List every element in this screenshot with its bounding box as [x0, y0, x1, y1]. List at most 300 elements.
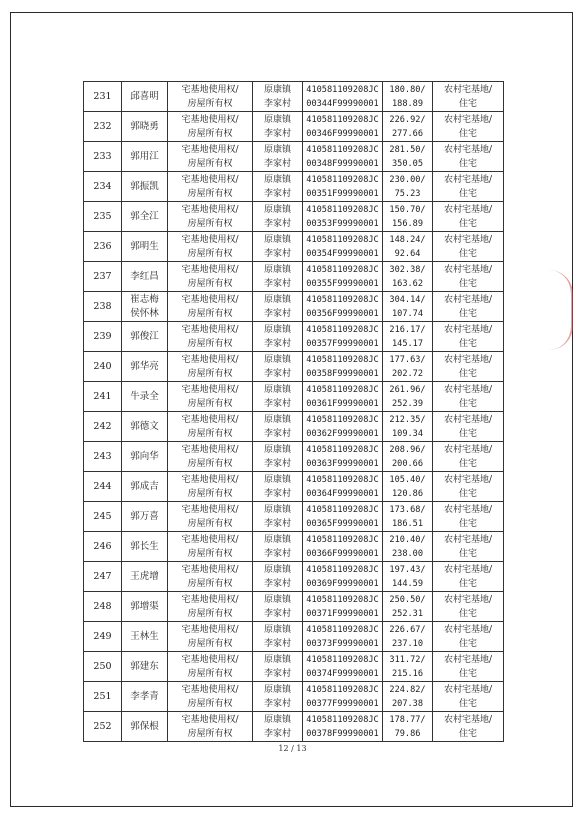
area-cell: [383, 382, 433, 412]
owner-name-cell: [122, 292, 168, 322]
table-row: [84, 322, 504, 352]
unit-code-line: 410581109208JC: [306, 714, 379, 725]
right-type-cell: [168, 142, 253, 172]
usage-line: 农村宅基地/: [443, 714, 493, 725]
usage-cell: [433, 652, 504, 682]
owner-name-line: 李孝青: [130, 690, 159, 702]
unit-code-line: 00357F99990001: [306, 338, 379, 349]
usage-cell: [433, 712, 504, 742]
usage-cell: [433, 412, 504, 442]
area-line: 145.17: [391, 338, 424, 349]
usage-line: 农村宅基地/: [443, 414, 493, 425]
right-type-line: 房屋所有权: [187, 368, 233, 379]
right-type-line: 房屋所有权: [187, 248, 233, 259]
table-row: [84, 292, 504, 322]
owner-name-line: 郭长生: [130, 540, 159, 552]
area-line: 281.50/: [389, 144, 426, 155]
location-line: 原康镇: [263, 204, 291, 215]
location-line: 原康镇: [263, 264, 291, 275]
location-cell: [253, 382, 303, 412]
location-line: 李家村: [263, 608, 291, 619]
location-line: 李家村: [263, 548, 291, 559]
right-type-cell: [168, 352, 253, 382]
right-type-line: 宅基地使用权/: [181, 234, 239, 245]
usage-line: 住宅: [458, 488, 477, 499]
unit-code-line: 00371F99990001: [306, 608, 379, 619]
unit-code-line: 410581109208JC: [306, 594, 379, 605]
owner-name-cell: [122, 142, 168, 172]
right-type-line: 房屋所有权: [187, 188, 233, 199]
location-cell: [253, 682, 303, 712]
unit-code-cell: [303, 202, 383, 232]
unit-code-cell: [303, 622, 383, 652]
unit-code-cell: [303, 652, 383, 682]
area-cell: [383, 442, 433, 472]
usage-line: 住宅: [458, 668, 477, 679]
owner-name-line: 郭增渠: [130, 600, 159, 612]
row-number-cell: 242: [84, 412, 122, 442]
area-cell: [383, 172, 433, 202]
right-type-line: 房屋所有权: [187, 218, 233, 229]
area-line: 150.70/: [389, 204, 426, 215]
owner-name-line: 郭用江: [130, 150, 159, 162]
location-line: 原康镇: [263, 564, 291, 575]
usage-cell: [433, 472, 504, 502]
unit-code-line: 00374F99990001: [306, 668, 379, 679]
unit-code-cell: [303, 112, 383, 142]
usage-line: 住宅: [458, 428, 477, 439]
area-cell: [383, 682, 433, 712]
area-line: 311.72/: [389, 654, 426, 665]
unit-code-line: 00353F99990001: [306, 218, 379, 229]
table-row: [84, 712, 504, 742]
unit-code-line: 00366F99990001: [306, 548, 379, 559]
right-type-cell: [168, 442, 253, 472]
area-line: 105.40/: [389, 474, 426, 485]
area-line: 302.38/: [389, 264, 426, 275]
usage-line: 农村宅基地/: [443, 594, 493, 605]
row-number-cell: 233: [84, 142, 122, 172]
usage-line: 农村宅基地/: [443, 444, 493, 455]
area-cell: [383, 532, 433, 562]
unit-code-cell: [303, 172, 383, 202]
table-row: [84, 682, 504, 712]
row-number-cell: 245: [84, 502, 122, 532]
owner-name-cell: [122, 592, 168, 622]
owner-name-line: 郭振凯: [130, 180, 159, 192]
table-row: [84, 592, 504, 622]
area-cell: [383, 232, 433, 262]
location-line: 李家村: [263, 338, 291, 349]
unit-code-line: 00362F99990001: [306, 428, 379, 439]
location-line: 原康镇: [263, 654, 291, 665]
area-line: 177.63/: [389, 354, 426, 365]
location-cell: [253, 82, 303, 112]
row-number-cell: 249: [84, 622, 122, 652]
right-type-cell: [168, 592, 253, 622]
right-type-line: 宅基地使用权/: [181, 384, 239, 395]
usage-line: 住宅: [458, 518, 477, 529]
usage-line: 住宅: [458, 608, 477, 619]
area-cell: [383, 562, 433, 592]
usage-line: 农村宅基地/: [443, 324, 493, 335]
unit-code-line: 00377F99990001: [306, 698, 379, 709]
right-type-line: 房屋所有权: [187, 698, 233, 709]
unit-code-cell: [303, 712, 383, 742]
location-cell: [253, 262, 303, 292]
location-line: 原康镇: [263, 354, 291, 365]
unit-code-line: 00365F99990001: [306, 518, 379, 529]
area-line: 173.68/: [389, 504, 426, 515]
records-table: [83, 81, 504, 742]
usage-line: 农村宅基地/: [443, 504, 493, 515]
area-line: 226.67/: [389, 624, 426, 635]
owner-name-line: 崔志梅: [130, 293, 159, 305]
right-type-line: 房屋所有权: [187, 488, 233, 499]
usage-line: 住宅: [458, 188, 477, 199]
location-line: 原康镇: [263, 294, 291, 305]
right-type-cell: [168, 622, 253, 652]
area-line: 224.82/: [389, 684, 426, 695]
table-row: [84, 562, 504, 592]
row-number-cell: 248: [84, 592, 122, 622]
area-cell: [383, 292, 433, 322]
unit-code-line: 410581109208JC: [306, 654, 379, 665]
table-row: [84, 472, 504, 502]
owner-name-line: 郭俊江: [130, 330, 159, 342]
right-type-cell: [168, 712, 253, 742]
area-cell: [383, 262, 433, 292]
owner-name-line: 郭成吉: [130, 480, 159, 492]
owner-name-cell: [122, 682, 168, 712]
area-line: 120.86: [391, 488, 424, 499]
row-number-cell: 236: [84, 232, 122, 262]
location-line: 原康镇: [263, 384, 291, 395]
area-cell: [383, 592, 433, 622]
area-line: 188.89: [391, 98, 424, 109]
owner-name-cell: [122, 652, 168, 682]
right-type-line: 宅基地使用权/: [181, 684, 239, 695]
area-line: 163.62: [391, 278, 424, 289]
right-type-cell: [168, 292, 253, 322]
usage-line: 住宅: [458, 128, 477, 139]
area-line: 178.77/: [389, 714, 426, 725]
unit-code-line: 410581109208JC: [306, 384, 379, 395]
unit-code-line: 00354F99990001: [306, 248, 379, 259]
right-type-line: 宅基地使用权/: [181, 204, 239, 215]
location-cell: [253, 472, 303, 502]
unit-code-line: 410581109208JC: [306, 234, 379, 245]
location-line: 李家村: [263, 368, 291, 379]
row-number-cell: 250: [84, 652, 122, 682]
row-number-cell: 240: [84, 352, 122, 382]
area-line: 144.59: [391, 578, 424, 589]
unit-code-line: 410581109208JC: [306, 444, 379, 455]
right-type-line: 房屋所有权: [187, 458, 233, 469]
area-cell: [383, 202, 433, 232]
usage-line: 住宅: [458, 458, 477, 469]
usage-cell: [433, 202, 504, 232]
right-type-line: 房屋所有权: [187, 728, 233, 739]
area-line: 148.24/: [389, 234, 426, 245]
usage-line: 住宅: [458, 728, 477, 739]
usage-cell: [433, 532, 504, 562]
usage-line: 住宅: [458, 248, 477, 259]
unit-code-line: 410581109208JC: [306, 564, 379, 575]
right-type-line: 房屋所有权: [187, 128, 233, 139]
table-row: [84, 412, 504, 442]
usage-cell: [433, 382, 504, 412]
table-row: [84, 202, 504, 232]
right-type-line: 房屋所有权: [187, 278, 233, 289]
right-type-line: 宅基地使用权/: [181, 114, 239, 125]
unit-code-line: 410581109208JC: [306, 114, 379, 125]
usage-line: 住宅: [458, 698, 477, 709]
location-line: 李家村: [263, 398, 291, 409]
usage-cell: [433, 322, 504, 352]
usage-cell: [433, 82, 504, 112]
right-type-line: 宅基地使用权/: [181, 414, 239, 425]
location-cell: [253, 652, 303, 682]
usage-line: 农村宅基地/: [443, 564, 493, 575]
usage-line: 农村宅基地/: [443, 84, 493, 95]
location-cell: [253, 562, 303, 592]
location-line: 李家村: [263, 98, 291, 109]
unit-code-cell: [303, 82, 383, 112]
usage-line: 住宅: [458, 338, 477, 349]
usage-line: 住宅: [458, 578, 477, 589]
row-number-cell: 231: [84, 82, 122, 112]
right-type-line: 房屋所有权: [187, 518, 233, 529]
area-cell: [383, 712, 433, 742]
right-type-line: 房屋所有权: [187, 638, 233, 649]
unit-code-cell: [303, 472, 383, 502]
area-cell: [383, 112, 433, 142]
owner-name-line: 郭万喜: [130, 510, 159, 522]
table-row: [84, 262, 504, 292]
unit-code-cell: [303, 382, 383, 412]
red-seal-edge: [549, 270, 573, 350]
row-number-cell: 251: [84, 682, 122, 712]
owner-name-cell: [122, 172, 168, 202]
table-row: [84, 652, 504, 682]
area-line: 186.51: [391, 518, 424, 529]
right-type-line: 宅基地使用权/: [181, 534, 239, 545]
location-cell: [253, 622, 303, 652]
location-line: 李家村: [263, 578, 291, 589]
right-type-line: 宅基地使用权/: [181, 294, 239, 305]
owner-name-cell: [122, 322, 168, 352]
unit-code-cell: [303, 142, 383, 172]
location-cell: [253, 352, 303, 382]
owner-name-cell: [122, 712, 168, 742]
owner-name-cell: [122, 382, 168, 412]
location-line: 原康镇: [263, 324, 291, 335]
right-type-line: 宅基地使用权/: [181, 144, 239, 155]
area-cell: [383, 652, 433, 682]
location-cell: [253, 412, 303, 442]
location-line: 原康镇: [263, 414, 291, 425]
owner-name-cell: [122, 412, 168, 442]
location-line: 李家村: [263, 218, 291, 229]
right-type-cell: [168, 322, 253, 352]
unit-code-line: 00356F99990001: [306, 308, 379, 319]
table-row: [84, 112, 504, 142]
usage-cell: [433, 262, 504, 292]
owner-name-line: 郭保根: [130, 720, 159, 732]
right-type-line: 房屋所有权: [187, 578, 233, 589]
right-type-line: 宅基地使用权/: [181, 474, 239, 485]
unit-code-cell: [303, 562, 383, 592]
usage-line: 农村宅基地/: [443, 294, 493, 305]
right-type-cell: [168, 82, 253, 112]
unit-code-line: 410581109208JC: [306, 414, 379, 425]
location-line: 原康镇: [263, 624, 291, 635]
usage-cell: [433, 352, 504, 382]
unit-code-cell: [303, 352, 383, 382]
owner-name-line: 郭建东: [130, 660, 159, 672]
area-line: 304.14/: [389, 294, 426, 305]
right-type-line: 房屋所有权: [187, 338, 233, 349]
area-line: 230.00/: [389, 174, 426, 185]
owner-name-cell: [122, 562, 168, 592]
unit-code-cell: [303, 502, 383, 532]
usage-line: 农村宅基地/: [443, 264, 493, 275]
area-line: 180.80/: [389, 84, 426, 95]
usage-cell: [433, 502, 504, 532]
area-line: 156.89: [391, 218, 424, 229]
table-row: [84, 172, 504, 202]
right-type-line: 宅基地使用权/: [181, 594, 239, 605]
location-line: 原康镇: [263, 594, 291, 605]
unit-code-line: 00364F99990001: [306, 488, 379, 499]
table-row: [84, 82, 504, 112]
table-row: [84, 442, 504, 472]
location-line: 李家村: [263, 518, 291, 529]
usage-line: 住宅: [458, 98, 477, 109]
usage-line: 农村宅基地/: [443, 624, 493, 635]
right-type-line: 宅基地使用权/: [181, 564, 239, 575]
owner-name-cell: [122, 532, 168, 562]
unit-code-line: 00348F99990001: [306, 158, 379, 169]
row-number-cell: 237: [84, 262, 122, 292]
area-line: 238.00: [391, 548, 424, 559]
row-number-cell: 252: [84, 712, 122, 742]
owner-name-line: 李红昌: [130, 270, 159, 282]
area-line: 252.31: [391, 608, 424, 619]
location-line: 原康镇: [263, 114, 291, 125]
owner-name-line: 侯怀林: [130, 307, 159, 319]
unit-code-cell: [303, 232, 383, 262]
right-type-cell: [168, 682, 253, 712]
usage-line: 农村宅基地/: [443, 144, 493, 155]
usage-line: 住宅: [458, 158, 477, 169]
unit-code-line: 410581109208JC: [306, 294, 379, 305]
location-line: 李家村: [263, 248, 291, 259]
table-row: [84, 502, 504, 532]
area-cell: [383, 352, 433, 382]
row-number-cell: 241: [84, 382, 122, 412]
right-type-cell: [168, 382, 253, 412]
unit-code-line: 410581109208JC: [306, 534, 379, 545]
owner-name-cell: [122, 472, 168, 502]
unit-code-line: 410581109208JC: [306, 84, 379, 95]
area-line: 216.17/: [389, 324, 426, 335]
location-cell: [253, 712, 303, 742]
owner-name-cell: [122, 82, 168, 112]
usage-line: 农村宅基地/: [443, 384, 493, 395]
area-line: 200.66: [391, 458, 424, 469]
right-type-cell: [168, 472, 253, 502]
unit-code-line: 410581109208JC: [306, 624, 379, 635]
right-type-line: 房屋所有权: [187, 308, 233, 319]
area-line: 109.34: [391, 428, 424, 439]
right-type-line: 房屋所有权: [187, 158, 233, 169]
area-cell: [383, 322, 433, 352]
unit-code-line: 00361F99990001: [306, 398, 379, 409]
row-number-cell: 243: [84, 442, 122, 472]
area-line: 226.92/: [389, 114, 426, 125]
area-line: 92.64: [394, 248, 421, 259]
usage-line: 住宅: [458, 218, 477, 229]
location-line: 李家村: [263, 428, 291, 439]
right-type-line: 房屋所有权: [187, 98, 233, 109]
right-type-line: 宅基地使用权/: [181, 324, 239, 335]
area-line: 79.86: [394, 728, 421, 739]
owner-name-line: 郭明生: [130, 240, 159, 252]
location-line: 李家村: [263, 638, 291, 649]
unit-code-cell: [303, 442, 383, 472]
area-line: 252.39: [391, 398, 424, 409]
location-cell: [253, 322, 303, 352]
owner-name-cell: [122, 502, 168, 532]
location-line: 原康镇: [263, 174, 291, 185]
location-cell: [253, 292, 303, 322]
location-line: 原康镇: [263, 534, 291, 545]
owner-name-line: 邱喜明: [130, 90, 159, 102]
unit-code-line: 410581109208JC: [306, 174, 379, 185]
right-type-cell: [168, 412, 253, 442]
right-type-line: 宅基地使用权/: [181, 354, 239, 365]
unit-code-cell: [303, 262, 383, 292]
unit-code-line: 00355F99990001: [306, 278, 379, 289]
unit-code-line: 410581109208JC: [306, 684, 379, 695]
owner-name-line: 牛录全: [130, 390, 159, 402]
unit-code-line: 410581109208JC: [306, 324, 379, 335]
right-type-line: 房屋所有权: [187, 608, 233, 619]
row-number-cell: 232: [84, 112, 122, 142]
right-type-line: 宅基地使用权/: [181, 84, 239, 95]
usage-line: 农村宅基地/: [443, 114, 493, 125]
usage-line: 住宅: [458, 308, 477, 319]
usage-cell: [433, 232, 504, 262]
location-cell: [253, 532, 303, 562]
records-body: [84, 82, 504, 742]
usage-line: 农村宅基地/: [443, 354, 493, 365]
right-type-line: 房屋所有权: [187, 398, 233, 409]
area-line: 212.35/: [389, 414, 426, 425]
unit-code-line: 00351F99990001: [306, 188, 379, 199]
area-line: 207.38: [391, 698, 424, 709]
unit-code-line: 410581109208JC: [306, 264, 379, 275]
right-type-cell: [168, 562, 253, 592]
right-type-line: 宅基地使用权/: [181, 264, 239, 275]
usage-line: 住宅: [458, 398, 477, 409]
unit-code-line: 00378F99990001: [306, 728, 379, 739]
usage-cell: [433, 172, 504, 202]
location-line: 原康镇: [263, 684, 291, 695]
usage-line: 农村宅基地/: [443, 174, 493, 185]
